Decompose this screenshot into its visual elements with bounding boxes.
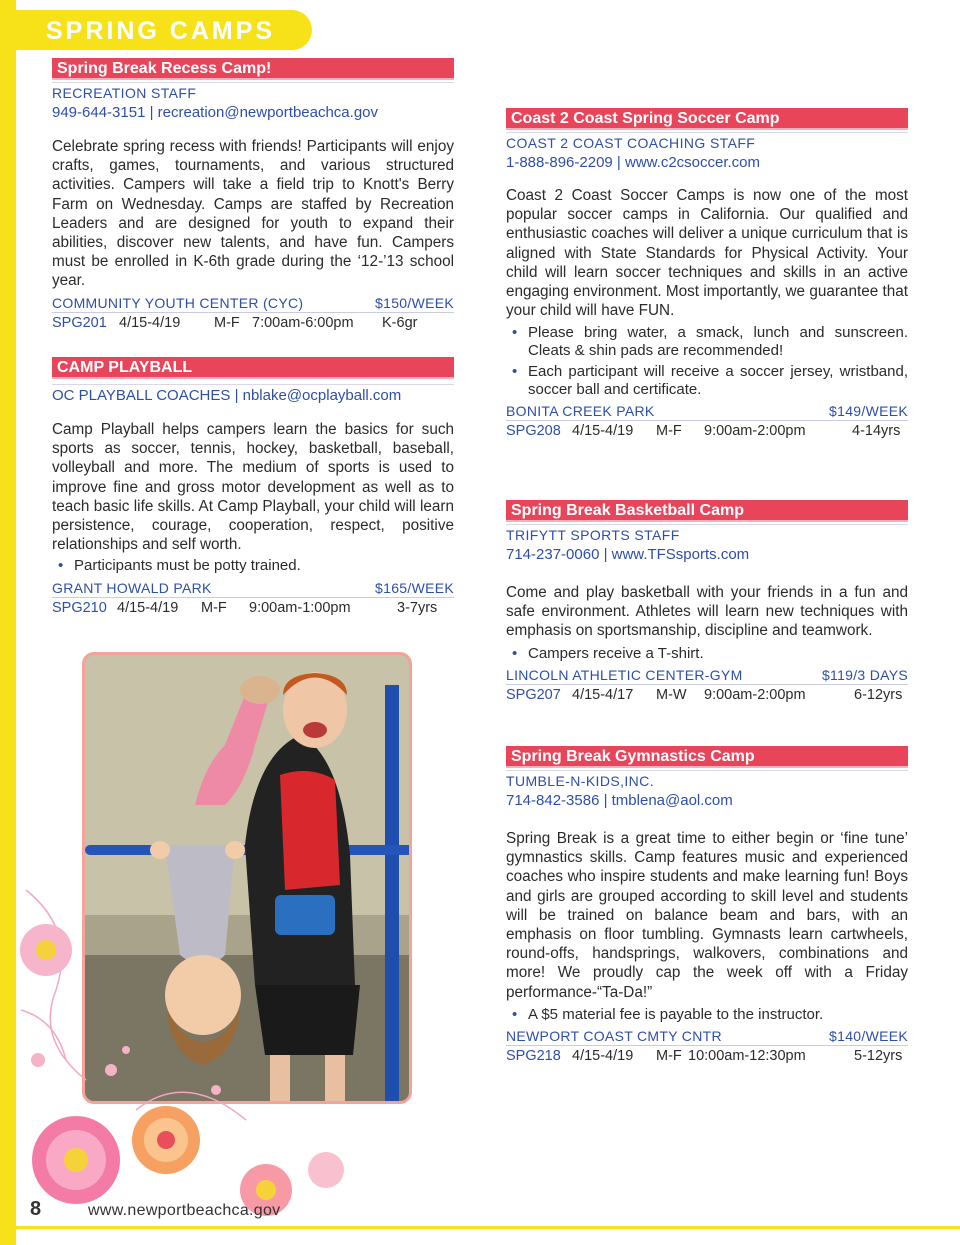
schedule-row — [52, 598, 454, 618]
ages: 3-7yrs — [397, 599, 438, 616]
dates: 4/15-4/19 — [572, 1048, 634, 1065]
dates: 4/15-4/19 — [119, 314, 181, 331]
time: 9:00am-1:00pm — [249, 599, 351, 616]
camp-description: Coast 2 Coast Soccer Camps is now one of the most popular soccer camps in California. Our qualified and enthusiastic coaches will deliver a unique curriculum that is aligned with State Standards for Physical Activity. Your child will learn soccer techniques and skills in an active engaging environment. Most importantly, we guarantee that your child will have FUN. — [506, 187, 908, 320]
ages: 4-14yrs — [852, 423, 901, 440]
location-row — [506, 1027, 908, 1046]
course-code[interactable]: SPG201 — [52, 314, 107, 331]
camp-title: Spring Break Gymnastics Camp — [506, 746, 908, 768]
camp-description: Celebrate spring recess with friends! Participants will enjoy crafts, games, tournaments, and various structured activities. Campers will take a field trip to Knott's Berry Farm on Wednesday. Camps are staffed by Recreation Leaders and are designed for youth to expand their abilities, discover new talents, and have fun. Campers must be enrolled in K-6th grade during the ‘12-’13 school year. — [52, 138, 454, 290]
time: 10:00am-12:30pm — [688, 1048, 806, 1065]
camp-contact[interactable]: 949-644-3151 | recreation@newportbeachca.gov — [52, 104, 379, 121]
section-header-tab — [0, 10, 312, 50]
location: LINCOLN ATHLETIC CENTER-GYM — [506, 667, 743, 684]
dates: 4/15-4/19 — [572, 423, 634, 440]
price: $119/3 DAYS — [821, 667, 908, 684]
schedule-row — [506, 1046, 908, 1066]
price: $165/WEEK — [375, 579, 454, 596]
side-bar — [0, 0, 16, 1245]
camp-soccer — [506, 108, 908, 441]
time: 9:00am-2:00pm — [704, 423, 806, 440]
camp-staff[interactable]: OC PLAYBALL COACHES | nblake@ocplayball.com — [52, 384, 454, 406]
page-number: 8 — [30, 1198, 42, 1220]
course-code[interactable]: SPG218 — [506, 1048, 561, 1065]
location-row — [52, 294, 454, 313]
ages: 6-12yrs — [854, 687, 903, 704]
location-row — [52, 579, 454, 598]
location: BONITA CREEK PARK — [506, 403, 655, 420]
bullet-list — [52, 557, 454, 575]
camp-description: Spring Break is a great time to either begin or ‘fine tune’ gymnastics skills. Camp features music and experienced coaches who inspire students and make learning fun! Boys and girls are grouped according to skill level and students will be trained on balance beam and bars, with an emphasis on floor tumbling. Gymnasts learn cartwheels, round-offs, handsprings, walkovers, combinations and more! We proudly cap the week off with a Friday performance-“Ta-Da!” — [506, 830, 908, 1001]
days: M-F — [656, 423, 682, 440]
location-row — [506, 666, 908, 685]
course-code[interactable]: SPG207 — [506, 687, 561, 704]
camp-staff: COAST 2 COAST COACHING STAFF — [506, 132, 908, 153]
bullet-item: • A $5 material fee is payable to the instructor. — [506, 1006, 908, 1024]
camp-title: Spring Break Recess Camp! — [52, 58, 454, 80]
camp-basketball — [506, 500, 908, 705]
camp-description: Camp Playball helps campers learn the basics for such sports as soccer, tennis, hockey, basketball, baseball, volleyball and more. The medium of sports is used to improve fine and gross motor development as well as to teach basic life skills. At Camp Playball, your child will learn persistence, courage, cooperation, respect, positive relationships and self worth. — [52, 421, 454, 554]
bullet-list — [506, 1006, 908, 1024]
camp-recess — [52, 58, 454, 333]
bullet-item: • Participants must be potty trained. — [52, 557, 454, 575]
bullet-item: • Each participant will receive a soccer jersey, wristband, soccer ball and certificate. — [506, 363, 908, 398]
camp-staff: RECREATION STAFF — [52, 82, 454, 103]
dates: 4/15-4/19 — [117, 599, 179, 616]
ages: 5-12yrs — [854, 1048, 903, 1065]
camp-title: Spring Break Basketball Camp — [506, 500, 908, 522]
bullet-list — [506, 324, 908, 398]
location: COMMUNITY YOUTH CENTER (CYC) — [52, 294, 304, 311]
camp-gymnastics — [506, 746, 908, 1066]
camp-contact[interactable]: 714-842-3586 | tmblena@aol.com — [506, 792, 733, 809]
schedule-row — [52, 313, 454, 333]
camp-staff: TRIFYTT SPORTS STAFF — [506, 524, 908, 545]
bullet-list — [506, 645, 908, 663]
days: M-F — [214, 314, 240, 331]
camp-staff: TUMBLE-N-KIDS,INC. — [506, 770, 908, 791]
days: M-F — [201, 599, 227, 616]
price: $149/WEEK — [829, 403, 908, 420]
dates: 4/15-4/17 — [572, 687, 634, 704]
camp-title: CAMP PLAYBALL — [52, 357, 454, 379]
flower-orange — [132, 1106, 200, 1174]
price: $140/WEEK — [829, 1028, 908, 1045]
camp-contact[interactable]: 1-888-896-2209 | www.c2csoccer.com — [506, 154, 761, 171]
flower-decoration — [16, 870, 346, 1225]
camp-description: Come and play basketball with your friends in a fun and safe environment. Athletes will learn new techniques with emphasis on sportsmanship, discipline and teamwork. — [506, 584, 908, 640]
bullet-item: • Campers receive a T-shirt. — [506, 645, 908, 663]
bullet-item: • Please bring water, a smack, lunch and sunscreen. Cleats & shin pads are recommended! — [506, 324, 908, 359]
schedule-row — [506, 685, 908, 705]
time: 9:00am-2:00pm — [704, 687, 806, 704]
camp-title: Coast 2 Coast Spring Soccer Camp — [506, 108, 908, 130]
days: M-W — [656, 687, 687, 704]
ages: K-6gr — [382, 314, 418, 331]
footer-url[interactable]: www.newportbeachca.gov — [88, 1202, 281, 1219]
time: 7:00am-6:00pm — [252, 314, 354, 331]
location-row — [506, 402, 908, 421]
camp-playball — [52, 357, 454, 618]
section-title: SPRING CAMPS — [46, 17, 276, 45]
location: GRANT HOWALD PARK — [52, 579, 212, 596]
course-code[interactable]: SPG210 — [52, 599, 107, 616]
price: $150/WEEK — [375, 294, 454, 311]
location: NEWPORT COAST CMTY CNTR — [506, 1028, 722, 1045]
days: M-F — [656, 1048, 682, 1065]
footer-rule — [16, 1226, 960, 1229]
camp-contact[interactable]: 714-237-0060 | www.TFSsports.com — [506, 546, 750, 563]
course-code[interactable]: SPG208 — [506, 423, 561, 440]
schedule-row — [506, 421, 908, 441]
flower-pink-large — [32, 1116, 120, 1204]
